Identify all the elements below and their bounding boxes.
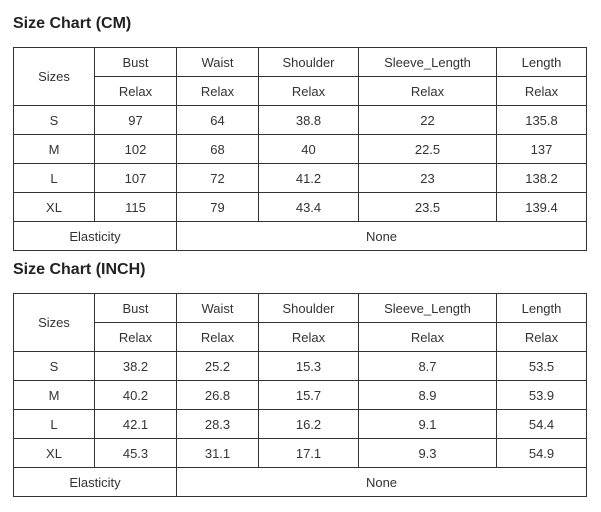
value-cell: 17.1 bbox=[259, 439, 359, 468]
size-cell: S bbox=[14, 106, 95, 135]
value-cell: 9.1 bbox=[359, 410, 497, 439]
elasticity-label: Elasticity bbox=[14, 222, 177, 251]
value-cell: 45.3 bbox=[95, 439, 177, 468]
size-cell: M bbox=[14, 135, 95, 164]
value-cell: 107 bbox=[95, 164, 177, 193]
column-header: Shoulder bbox=[259, 48, 359, 77]
value-cell: 53.5 bbox=[497, 352, 587, 381]
size-cell: M bbox=[14, 381, 95, 410]
size-chart-inch-table bbox=[13, 293, 587, 497]
fit-cell: Relax bbox=[259, 77, 359, 106]
value-cell: 43.4 bbox=[259, 193, 359, 222]
value-cell: 15.3 bbox=[259, 352, 359, 381]
table-row bbox=[14, 135, 587, 164]
value-cell: 138.2 bbox=[497, 164, 587, 193]
column-header: Length bbox=[497, 294, 587, 323]
fit-cell: Relax bbox=[359, 77, 497, 106]
table-row bbox=[14, 410, 587, 439]
column-header: Waist bbox=[177, 294, 259, 323]
header-row bbox=[14, 294, 587, 323]
column-header: Waist bbox=[177, 48, 259, 77]
value-cell: 139.4 bbox=[497, 193, 587, 222]
value-cell: 53.9 bbox=[497, 381, 587, 410]
value-cell: 26.8 bbox=[177, 381, 259, 410]
fit-cell: Relax bbox=[359, 323, 497, 352]
table-row bbox=[14, 352, 587, 381]
table-row bbox=[14, 193, 587, 222]
value-cell: 28.3 bbox=[177, 410, 259, 439]
fit-row bbox=[14, 77, 587, 106]
value-cell: 9.3 bbox=[359, 439, 497, 468]
value-cell: 68 bbox=[177, 135, 259, 164]
value-cell: 40 bbox=[259, 135, 359, 164]
value-cell: 8.9 bbox=[359, 381, 497, 410]
size-cell: XL bbox=[14, 193, 95, 222]
value-cell: 23.5 bbox=[359, 193, 497, 222]
value-cell: 97 bbox=[95, 106, 177, 135]
elasticity-row bbox=[14, 468, 587, 497]
value-cell: 16.2 bbox=[259, 410, 359, 439]
value-cell: 137 bbox=[497, 135, 587, 164]
value-cell: 22.5 bbox=[359, 135, 497, 164]
fit-row bbox=[14, 323, 587, 352]
value-cell: 115 bbox=[95, 193, 177, 222]
fit-cell: Relax bbox=[95, 77, 177, 106]
value-cell: 41.2 bbox=[259, 164, 359, 193]
column-header: Bust bbox=[95, 294, 177, 323]
value-cell: 72 bbox=[177, 164, 259, 193]
value-cell: 23 bbox=[359, 164, 497, 193]
fit-cell: Relax bbox=[177, 77, 259, 106]
sizes-header: Sizes bbox=[14, 294, 95, 352]
value-cell: 22 bbox=[359, 106, 497, 135]
value-cell: 38.2 bbox=[95, 352, 177, 381]
size-cell: L bbox=[14, 410, 95, 439]
value-cell: 31.1 bbox=[177, 439, 259, 468]
value-cell: 8.7 bbox=[359, 352, 497, 381]
table-row bbox=[14, 381, 587, 410]
value-cell: 25.2 bbox=[177, 352, 259, 381]
fit-cell: Relax bbox=[497, 77, 587, 106]
value-cell: 38.8 bbox=[259, 106, 359, 135]
value-cell: 42.1 bbox=[95, 410, 177, 439]
table-row bbox=[14, 164, 587, 193]
table-row bbox=[14, 439, 587, 468]
value-cell: 54.4 bbox=[497, 410, 587, 439]
value-cell: 40.2 bbox=[95, 381, 177, 410]
value-cell: 15.7 bbox=[259, 381, 359, 410]
fit-cell: Relax bbox=[95, 323, 177, 352]
elasticity-label: Elasticity bbox=[14, 468, 177, 497]
column-header: Sleeve_Length bbox=[359, 294, 497, 323]
value-cell: 64 bbox=[177, 106, 259, 135]
elasticity-value: None bbox=[177, 222, 587, 251]
column-header: Shoulder bbox=[259, 294, 359, 323]
fit-cell: Relax bbox=[497, 323, 587, 352]
value-cell: 54.9 bbox=[497, 439, 587, 468]
column-header: Sleeve_Length bbox=[359, 48, 497, 77]
table-row bbox=[14, 106, 587, 135]
size-cell: L bbox=[14, 164, 95, 193]
elasticity-row bbox=[14, 222, 587, 251]
fit-cell: Relax bbox=[259, 323, 359, 352]
column-header: Length bbox=[497, 48, 587, 77]
value-cell: 102 bbox=[95, 135, 177, 164]
sizes-header: Sizes bbox=[14, 48, 95, 106]
size-chart-cm-title: Size Chart (CM) bbox=[13, 15, 132, 32]
fit-cell: Relax bbox=[177, 323, 259, 352]
elasticity-value: None bbox=[177, 468, 587, 497]
size-cell: S bbox=[14, 352, 95, 381]
size-chart-inch-title: Size Chart (INCH) bbox=[13, 261, 146, 278]
size-chart-cm-table bbox=[13, 47, 587, 251]
value-cell: 135.8 bbox=[497, 106, 587, 135]
value-cell: 79 bbox=[177, 193, 259, 222]
column-header: Bust bbox=[95, 48, 177, 77]
header-row bbox=[14, 48, 587, 77]
size-cell: XL bbox=[14, 439, 95, 468]
